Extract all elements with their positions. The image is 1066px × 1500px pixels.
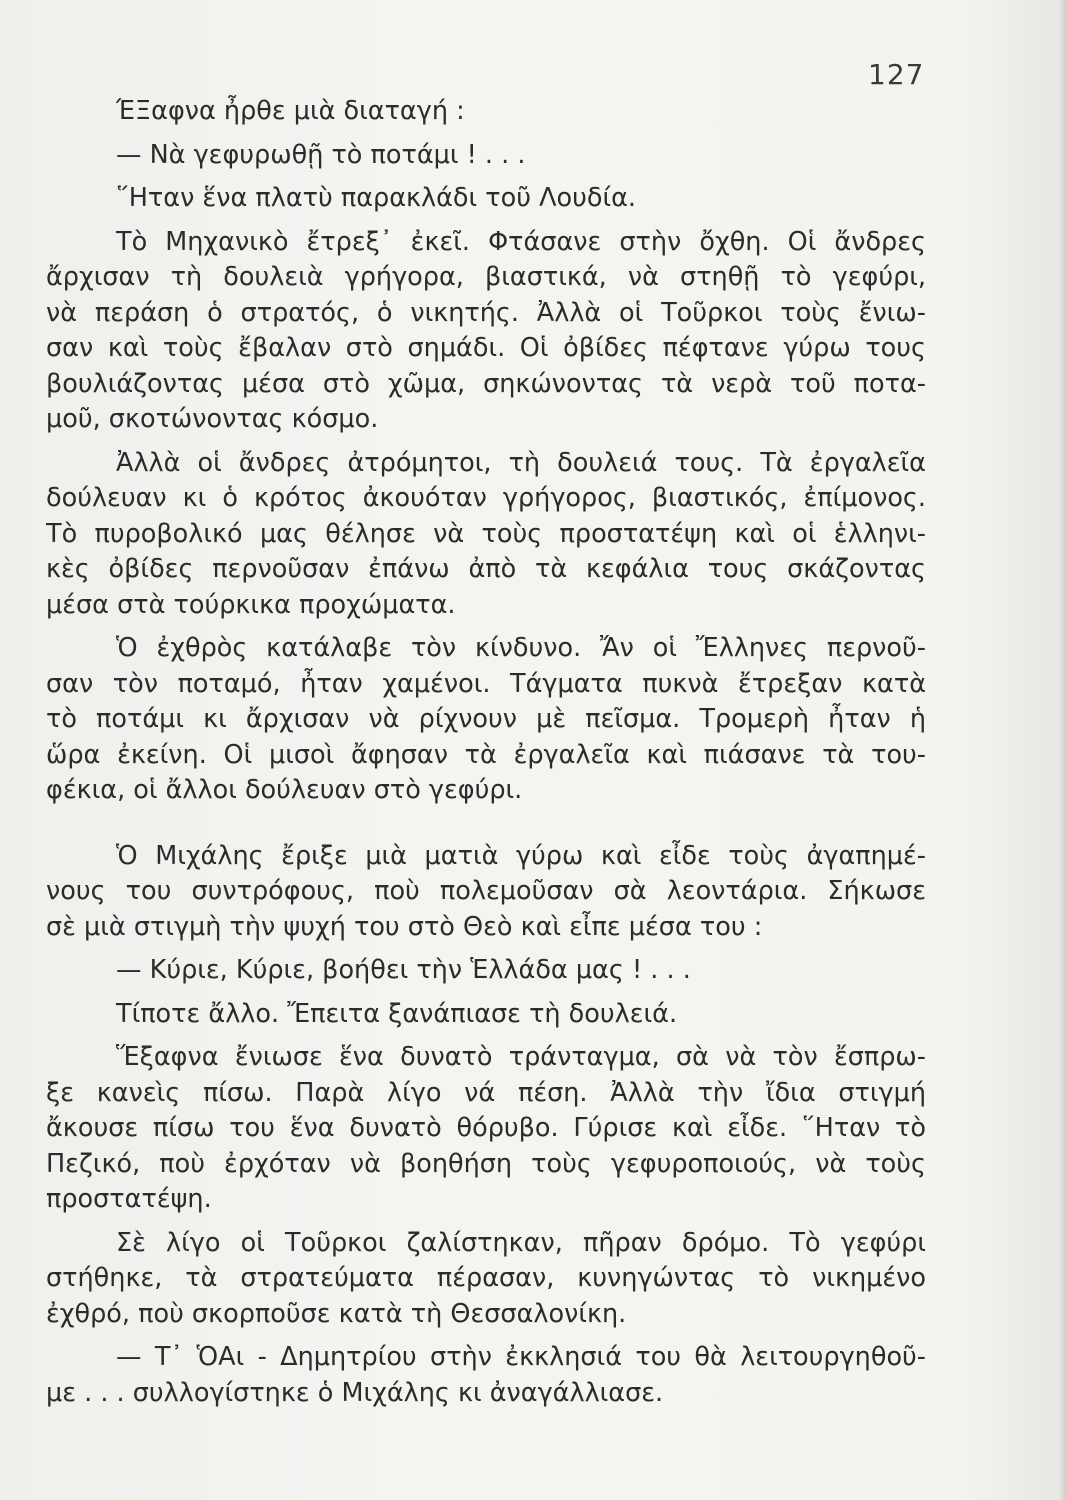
text-line: — Κύριε, Κύριε, βοήθει τὴν Ἑλλάδα μας ! . . . [116, 955, 691, 985]
text-line: ἐχθρό, ποὺ σκορποῦσε κατὰ τὴ Θεσσαλονίκη. [46, 1298, 627, 1329]
paragraph [46, 839, 926, 946]
paragraph [46, 446, 926, 624]
paragraph [46, 1040, 926, 1218]
text-line: — Τ᾽ ὉΑι - Δημητρίου στὴν ἐκκλησιά του θὰ λειτουργηθοῦ- [116, 1342, 926, 1372]
text-line: στήθηκε, τὰ στρατεύματα πέρασαν, κυνηγώντας τὸ νικημένο [46, 1263, 926, 1293]
text-line: Ἕξαφνα ἔνιωσε ἕνα δυνατὸ τράνταγμα, σὰ νὰ τὸν ἔσπρω- [116, 1042, 926, 1072]
text-line: ἄρχισαν τὴ δουλειὰ γρήγορα, βιαστικά, νὰ στηθῇ τὸ γεφύρι, [46, 262, 926, 292]
text-line: — Νὰ γεφυρωθῇ τὸ ποτάμι ! . . . [116, 139, 526, 170]
text-line: με . . . συλλογίστηκε ὁ Μιχάλης κι ἀναγάλλιασε. [46, 1377, 664, 1408]
text-line: σαν καὶ τοὺς ἔβαλαν στὸ σημάδι. Οἱ ὀβίδες πέφτανε γύρω τους [46, 333, 926, 363]
paragraph [46, 181, 926, 217]
paragraph [46, 1226, 926, 1333]
text-line: μέσα στὰ τούρκικα προχώματα. [46, 589, 456, 620]
paragraph [46, 997, 926, 1033]
text-line: προστατέψη. [46, 1184, 212, 1214]
text-line: Ὁ Μιχάλης ἔριξε μιὰ ματιὰ γύρω καὶ εἶδε τοὺς ἀγαπημέ- [116, 840, 926, 871]
text-line: Πεζικό, ποὺ ἐρχόταν νὰ βοηθήση τοὺς γεφυροποιούς, νὰ τοὺς [46, 1148, 926, 1179]
text-line: νὰ περάση ὁ στρατός, ὁ νικητής. Ἀλλὰ οἱ Τοῦρκοι τοὺς ἔνιω- [46, 297, 926, 328]
text-line: σὲ μιὰ στιγμὴ τὴν ψυχή του στὸ Θεὸ καὶ εἶπε μέσα του : [46, 911, 763, 942]
text-line: Τίποτε ἄλλο. Ἔπειτα ξανάπιασε τὴ δουλειά. [116, 998, 678, 1029]
page-edge [1060, 0, 1066, 1500]
text-line: Τὸ Μηχανικὸ ἔτρεξ᾽ ἐκεῖ. Φτάσανε στὴν ὄχθη. Οἱ ἄνδρες [116, 226, 926, 257]
paragraph [46, 94, 926, 130]
page-number: 127 [868, 58, 925, 91]
text-line: κὲς ὀβίδες περνοῦσαν ἐπάνω ἀπὸ τὰ κεφάλια τους σκάζοντας [46, 554, 926, 584]
text-line: ἄκουσε πίσω του ἕνα δυνατὸ θόρυβο. Γύρισε καὶ εἶδε. ῞Ηταν τὸ [46, 1113, 926, 1143]
text-line: βουλιάζοντας μέσα στὸ χῶμα, σηκώνοντας τὰ νερὰ τοῦ ποτα- [46, 368, 926, 399]
text-line: ὥρα ἐκείνη. Οἱ μισοὶ ἄφησαν τὰ ἐργαλεῖα καὶ πιάσανε τὰ του- [46, 739, 926, 770]
text-line: φέκια, οἱ ἄλλοι δούλευαν στὸ γεφύρι. [46, 775, 523, 805]
text-line: νους του συντρόφους, ποὺ πολεμοῦσαν σὰ λεοντάρια. Σήκωσε [46, 876, 926, 906]
text-line: ξε κανεὶς πίσω. Παρὰ λίγο νά πέση. Ἀλλὰ τὴν ἴδια στιγμή [46, 1077, 926, 1108]
paragraph [46, 953, 926, 989]
paragraph [46, 631, 926, 809]
body-text [46, 94, 926, 1411]
paragraph [46, 1340, 926, 1411]
text-line: Σὲ λίγο οἱ Τοῦρκοι ζαλίστηκαν, πῆραν δρόμο. Τὸ γεφύρι [116, 1227, 926, 1258]
text-line: σαν τὸν ποταμό, ἦταν χαμένοι. Τάγματα πυκνὰ ἔτρεξαν κατὰ [46, 668, 926, 699]
text-line: ῞Ηταν ἕνα πλατὺ παρακλάδι τοῦ Λουδία. [116, 183, 637, 213]
text-line: Ὁ ἐχθρὸς κατάλαβε τὸν κίνδυνο. Ἄν οἱ Ἔλληνες περνοῦ- [116, 633, 926, 663]
text-line: μοῦ, σκοτώνοντας κόσμο. [46, 404, 379, 434]
text-line: δούλευαν κι ὁ κρότος ἀκουόταν γρήγορος, βιαστικός, ἐπίμονος. [46, 483, 926, 513]
text-line: τὸ ποτάμι κι ἄρχισαν νὰ ρίχνουν μὲ πεῖσμα. Τρομερὴ ἦταν ἡ [46, 704, 926, 734]
paragraph [46, 225, 926, 438]
text-line: Τὸ πυροβολικό μας θέλησε νὰ τοὺς προστατέψη καὶ οἱ ἑλληνι- [46, 518, 926, 549]
text-line: Ἀλλὰ οἱ ἄνδρες ἀτρόμητοι, τὴ δουλειά τους. Τὰ ἐργαλεῖα [116, 447, 926, 478]
paragraph [46, 138, 926, 174]
text-line: ΈΞαφνα ἦρθε μιὰ διαταγή : [116, 96, 465, 126]
